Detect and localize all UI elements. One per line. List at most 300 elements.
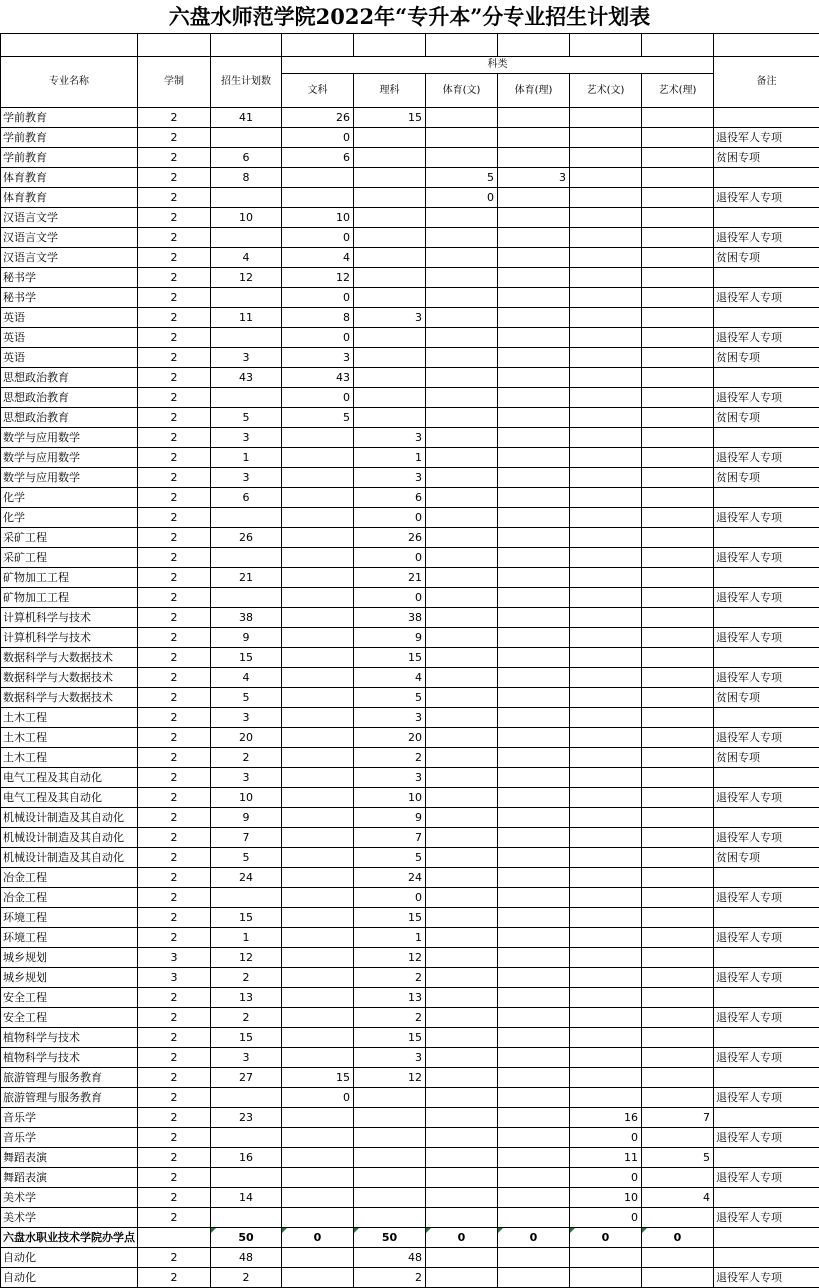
cell-remark: [714, 1028, 819, 1048]
table-row: [1, 1168, 819, 1188]
cell-tiyu-li: [498, 488, 570, 508]
cell-major: 自动化: [1, 1268, 138, 1288]
cell-major: 舞蹈表演: [1, 1168, 138, 1188]
cell-wen: [282, 608, 354, 628]
cell-remark: [714, 948, 819, 968]
table-row: [1, 908, 819, 928]
table-row: [1, 848, 819, 868]
cell-plan: 38: [211, 608, 282, 628]
cell-yishu-li: [642, 568, 714, 588]
cell-yishu-wen: [570, 648, 642, 668]
table-row: [1, 1188, 819, 1208]
cell-remark: 退役军人专项: [714, 888, 819, 908]
cell-remark: 退役军人专项: [714, 548, 819, 568]
header-remark: 备注: [714, 57, 819, 108]
cell-li: [354, 1128, 426, 1148]
cell-li: 9: [354, 628, 426, 648]
header-years: 学制: [138, 57, 211, 108]
cell-remark: 退役军人专项: [714, 788, 819, 808]
cell-yishu-li: [642, 528, 714, 548]
table-row: [1, 988, 819, 1008]
cell-li: 6: [354, 488, 426, 508]
cell-plan: 6: [211, 148, 282, 168]
cell-tiyu-wen: [426, 1208, 498, 1228]
cell-tiyu-li: [498, 948, 570, 968]
cell-yishu-wen: [570, 568, 642, 588]
cell-yishu-li: [642, 1128, 714, 1148]
cell-plan: 5: [211, 408, 282, 428]
cell-remark: [714, 808, 819, 828]
cell-remark: 贫困专项: [714, 348, 819, 368]
cell-li: 1: [354, 448, 426, 468]
cell-remark: [714, 368, 819, 388]
cell-yishu-wen: 0: [570, 1208, 642, 1228]
cell-tiyu-li: [498, 788, 570, 808]
cell-tiyu-li: [498, 768, 570, 788]
header-row: [1, 57, 819, 74]
cell-wen: 0: [282, 328, 354, 348]
cell-major: 音乐学: [1, 1128, 138, 1148]
cell-tiyu-wen: [426, 608, 498, 628]
cell-tiyu-wen: [426, 1008, 498, 1028]
cell-plan: 12: [211, 268, 282, 288]
cell-years: 2: [138, 768, 211, 788]
cell-yishu-li: [642, 868, 714, 888]
cell-wen: 0: [282, 228, 354, 248]
cell-tiyu-li: [498, 648, 570, 668]
table-row: [1, 1248, 819, 1268]
enrollment-plan-table: [0, 33, 819, 1288]
cell-tiyu-wen: [426, 108, 498, 128]
cell-remark: [714, 608, 819, 628]
cell-remark: [714, 268, 819, 288]
cell-tiyu-wen: [426, 1048, 498, 1068]
cell-remark: 退役军人专项: [714, 388, 819, 408]
cell-yishu-li: [642, 1268, 714, 1288]
cell-yishu-li: 0: [642, 1228, 714, 1248]
cell-yishu-wen: [570, 608, 642, 628]
cell-remark: 退役军人专项: [714, 928, 819, 948]
cell-li: 13: [354, 988, 426, 1008]
cell-wen: [282, 708, 354, 728]
table-row: [1, 1108, 819, 1128]
cell-major: 机械设计制造及其自动化: [1, 828, 138, 848]
cell-wen: 4: [282, 248, 354, 268]
cell-li: 2: [354, 968, 426, 988]
cell-remark: 退役军人专项: [714, 288, 819, 308]
cell-remark: [714, 308, 819, 328]
cell-tiyu-wen: [426, 1068, 498, 1088]
cell-tiyu-wen: [426, 308, 498, 328]
header-tiyu-wen: 体育(文): [426, 74, 498, 108]
table-row: [1, 1208, 819, 1228]
cell-yishu-wen: [570, 1028, 642, 1048]
cell-yishu-li: [642, 128, 714, 148]
cell-years: 2: [138, 128, 211, 148]
cell-yishu-wen: 0: [570, 1128, 642, 1148]
cell-yishu-wen: [570, 448, 642, 468]
cell-yishu-li: [642, 908, 714, 928]
cell-years: 2: [138, 1008, 211, 1028]
cell-yishu-wen: [570, 408, 642, 428]
cell-major: 植物科学与技术: [1, 1028, 138, 1048]
cell-major: 城乡规划: [1, 948, 138, 968]
cell-tiyu-wen: [426, 748, 498, 768]
cell-remark: 退役军人专项: [714, 328, 819, 348]
cell-major: 采矿工程: [1, 548, 138, 568]
cell-yishu-li: [642, 1168, 714, 1188]
cell-remark: 贫困专项: [714, 848, 819, 868]
cell-yishu-wen: [570, 668, 642, 688]
cell-plan: [211, 548, 282, 568]
cell-yishu-wen: [570, 1088, 642, 1108]
cell-remark: [714, 648, 819, 668]
cell-wen: [282, 888, 354, 908]
cell-yishu-wen: [570, 248, 642, 268]
cell-wen: 0: [282, 288, 354, 308]
cell-yishu-wen: [570, 148, 642, 168]
cell-remark: [714, 528, 819, 548]
cell-remark: [714, 1108, 819, 1128]
cell-years: 2: [138, 1108, 211, 1128]
cell-years: 2: [138, 1248, 211, 1268]
cell-wen: 5: [282, 408, 354, 428]
cell-plan: 3: [211, 1048, 282, 1068]
cell-yishu-li: [642, 1208, 714, 1228]
cell-wen: [282, 768, 354, 788]
cell-plan: 48: [211, 1248, 282, 1268]
cell-wen: [282, 668, 354, 688]
cell-years: 2: [138, 828, 211, 848]
cell-tiyu-li: [498, 748, 570, 768]
cell-remark: 贫困专项: [714, 468, 819, 488]
cell-yishu-wen: [570, 1248, 642, 1268]
cell-years: 2: [138, 628, 211, 648]
cell-years: 2: [138, 388, 211, 408]
cell-plan: 14: [211, 1188, 282, 1208]
cell-yishu-wen: 10: [570, 1188, 642, 1208]
cell-remark: 退役军人专项: [714, 668, 819, 688]
cell-yishu-wen: [570, 268, 642, 288]
cell-wen: [282, 1248, 354, 1268]
cell-major: 英语: [1, 348, 138, 368]
cell-yishu-li: [642, 208, 714, 228]
cell-plan: [211, 588, 282, 608]
cell-wen: [282, 1168, 354, 1188]
cell-yishu-wen: [570, 228, 642, 248]
cell-tiyu-li: [498, 708, 570, 728]
cell-yishu-wen: [570, 508, 642, 528]
cell-plan: 24: [211, 868, 282, 888]
cell-tiyu-li: [498, 408, 570, 428]
cell-plan: [211, 388, 282, 408]
cell-yishu-li: [642, 1048, 714, 1068]
cell-wen: [282, 548, 354, 568]
table-row: [1, 1148, 819, 1168]
cell-years: 2: [138, 788, 211, 808]
cell-li: 3: [354, 468, 426, 488]
cell-remark: [714, 428, 819, 448]
header-yishu-wen: 艺术(文): [570, 74, 642, 108]
cell-plan: 4: [211, 668, 282, 688]
cell-wen: 0: [282, 1228, 354, 1248]
cell-plan: [211, 128, 282, 148]
table-row: [1, 488, 819, 508]
cell-major: 思想政治教育: [1, 368, 138, 388]
cell-major: 数据科学与大数据技术: [1, 668, 138, 688]
table-row: [1, 368, 819, 388]
cell-years: 2: [138, 1268, 211, 1288]
cell-yishu-wen: 0: [570, 1168, 642, 1188]
cell-tiyu-li: [498, 1048, 570, 1068]
cell-tiyu-wen: [426, 268, 498, 288]
cell-tiyu-wen: [426, 288, 498, 308]
cell-yishu-li: [642, 288, 714, 308]
cell-major: 土木工程: [1, 708, 138, 728]
cell-major: 思想政治教育: [1, 408, 138, 428]
cell-wen: [282, 648, 354, 668]
cell-years: 2: [138, 848, 211, 868]
cell-years: 2: [138, 248, 211, 268]
cell-remark: 退役军人专项: [714, 188, 819, 208]
cell-yishu-wen: [570, 768, 642, 788]
cell-li: 15: [354, 108, 426, 128]
cell-tiyu-wen: [426, 348, 498, 368]
cell-major: 化学: [1, 488, 138, 508]
cell-yishu-li: 4: [642, 1188, 714, 1208]
cell-yishu-li: [642, 668, 714, 688]
cell-wen: [282, 1148, 354, 1168]
cell-plan: 15: [211, 908, 282, 928]
cell-yishu-wen: [570, 588, 642, 608]
cell-tiyu-wen: [426, 628, 498, 648]
cell-plan: 4: [211, 248, 282, 268]
cell-yishu-wen: [570, 308, 642, 328]
summary-row: [1, 1228, 819, 1248]
cell-remark: [714, 988, 819, 1008]
cell-tiyu-li: [498, 268, 570, 288]
cell-major: 汉语言文学: [1, 248, 138, 268]
cell-yishu-wen: [570, 108, 642, 128]
cell-remark: 退役军人专项: [714, 628, 819, 648]
cell-years: 2: [138, 608, 211, 628]
table-row: [1, 348, 819, 368]
cell-yishu-wen: [570, 908, 642, 928]
cell-tiyu-li: [498, 908, 570, 928]
cell-plan: 3: [211, 348, 282, 368]
cell-remark: 退役军人专项: [714, 1208, 819, 1228]
cell-tiyu-wen: [426, 808, 498, 828]
table-row: [1, 1028, 819, 1048]
cell-major: 电气工程及其自动化: [1, 768, 138, 788]
cell-tiyu-li: [498, 528, 570, 548]
table-row: [1, 228, 819, 248]
cell-wen: [282, 908, 354, 928]
cell-major: 学前教育: [1, 128, 138, 148]
cell-wen: [282, 1028, 354, 1048]
cell-yishu-li: [642, 768, 714, 788]
cell-major: 六盘水职业技术学院办学点: [1, 1228, 138, 1248]
table-row: [1, 388, 819, 408]
cell-years: 2: [138, 168, 211, 188]
cell-years: 2: [138, 328, 211, 348]
cell-li: 12: [354, 948, 426, 968]
cell-tiyu-wen: [426, 908, 498, 928]
cell-tiyu-li: [498, 188, 570, 208]
cell-yishu-wen: [570, 1068, 642, 1088]
cell-yishu-wen: [570, 928, 642, 948]
cell-plan: 9: [211, 628, 282, 648]
cell-yishu-wen: [570, 728, 642, 748]
cell-yishu-wen: [570, 868, 642, 888]
cell-plan: 8: [211, 168, 282, 188]
cell-remark: 退役军人专项: [714, 828, 819, 848]
cell-plan: 50: [211, 1228, 282, 1248]
cell-li: [354, 1148, 426, 1168]
cell-major: 数学与应用数学: [1, 448, 138, 468]
cell-wen: [282, 568, 354, 588]
cell-major: 音乐学: [1, 1108, 138, 1128]
cell-plan: 10: [211, 208, 282, 228]
cell-years: 2: [138, 928, 211, 948]
table-row: [1, 1268, 819, 1288]
cell-yishu-li: [642, 968, 714, 988]
cell-plan: [211, 1208, 282, 1228]
cell-yishu-li: [642, 1008, 714, 1028]
cell-yishu-wen: 0: [570, 1228, 642, 1248]
cell-yishu-wen: [570, 688, 642, 708]
cell-tiyu-li: [498, 688, 570, 708]
cell-li: 15: [354, 1028, 426, 1048]
cell-years: 3: [138, 948, 211, 968]
cell-yishu-wen: [570, 488, 642, 508]
cell-tiyu-li: [498, 1168, 570, 1188]
cell-yishu-wen: [570, 128, 642, 148]
cell-tiyu-wen: [426, 1188, 498, 1208]
cell-li: 7: [354, 828, 426, 848]
cell-tiyu-li: [498, 428, 570, 448]
table-row: [1, 688, 819, 708]
cell-plan: 23: [211, 1108, 282, 1128]
blank-row: [1, 34, 819, 57]
cell-years: 2: [138, 288, 211, 308]
cell-tiyu-wen: [426, 148, 498, 168]
table-row: [1, 308, 819, 328]
cell-li: [354, 1188, 426, 1208]
cell-yishu-li: [642, 788, 714, 808]
cell-wen: [282, 1048, 354, 1068]
cell-li: [354, 348, 426, 368]
cell-li: [354, 408, 426, 428]
cell-tiyu-li: [498, 208, 570, 228]
cell-wen: [282, 1268, 354, 1288]
cell-yishu-li: 7: [642, 1108, 714, 1128]
cell-plan: 20: [211, 728, 282, 748]
cell-major: 机械设计制造及其自动化: [1, 848, 138, 868]
table-row: [1, 168, 819, 188]
cell-remark: 退役军人专项: [714, 448, 819, 468]
cell-tiyu-wen: [426, 788, 498, 808]
cell-years: [138, 1228, 211, 1248]
table-row: [1, 408, 819, 428]
cell-plan: [211, 1088, 282, 1108]
cell-tiyu-li: 3: [498, 168, 570, 188]
cell-years: 2: [138, 488, 211, 508]
cell-major: 土木工程: [1, 728, 138, 748]
cell-tiyu-wen: [426, 528, 498, 548]
cell-yishu-li: [642, 488, 714, 508]
cell-li: [354, 228, 426, 248]
cell-plan: 2: [211, 1008, 282, 1028]
cell-yishu-li: [642, 648, 714, 668]
cell-years: 2: [138, 748, 211, 768]
cell-yishu-wen: [570, 288, 642, 308]
cell-major: 旅游管理与服务教育: [1, 1068, 138, 1088]
cell-tiyu-li: [498, 588, 570, 608]
cell-major: 数学与应用数学: [1, 468, 138, 488]
cell-tiyu-wen: [426, 468, 498, 488]
cell-yishu-wen: [570, 188, 642, 208]
cell-li: 2: [354, 748, 426, 768]
cell-tiyu-li: [498, 148, 570, 168]
cell-years: 2: [138, 1068, 211, 1088]
cell-years: 2: [138, 988, 211, 1008]
cell-major: 数学与应用数学: [1, 428, 138, 448]
cell-li: 2: [354, 1008, 426, 1028]
cell-major: 数据科学与大数据技术: [1, 648, 138, 668]
cell-yishu-li: 5: [642, 1148, 714, 1168]
cell-tiyu-wen: [426, 1168, 498, 1188]
table-body: [1, 108, 819, 1288]
table-row: [1, 248, 819, 268]
cell-tiyu-wen: [426, 1028, 498, 1048]
cell-major: 安全工程: [1, 1008, 138, 1028]
cell-wen: [282, 1128, 354, 1148]
cell-yishu-wen: 16: [570, 1108, 642, 1128]
cell-remark: 退役军人专项: [714, 588, 819, 608]
cell-tiyu-li: [498, 508, 570, 528]
cell-tiyu-wen: [426, 368, 498, 388]
cell-tiyu-wen: [426, 588, 498, 608]
cell-wen: [282, 488, 354, 508]
cell-major: 学前教育: [1, 148, 138, 168]
cell-years: 2: [138, 508, 211, 528]
cell-tiyu-li: [498, 608, 570, 628]
table-row: [1, 128, 819, 148]
cell-years: 2: [138, 548, 211, 568]
cell-years: 2: [138, 868, 211, 888]
cell-tiyu-li: [498, 448, 570, 468]
table-row: [1, 748, 819, 768]
header-category: 科类: [282, 57, 714, 74]
cell-major: 汉语言文学: [1, 228, 138, 248]
cell-years: 2: [138, 1128, 211, 1148]
cell-years: 2: [138, 468, 211, 488]
cell-tiyu-wen: 0: [426, 1228, 498, 1248]
cell-plan: 10: [211, 788, 282, 808]
cell-wen: [282, 788, 354, 808]
cell-li: [354, 188, 426, 208]
cell-tiyu-wen: [426, 688, 498, 708]
table-row: [1, 148, 819, 168]
cell-tiyu-wen: [426, 128, 498, 148]
cell-tiyu-wen: [426, 428, 498, 448]
cell-yishu-wen: 11: [570, 1148, 642, 1168]
table-row: [1, 588, 819, 608]
cell-major: 英语: [1, 328, 138, 348]
cell-plan: [211, 328, 282, 348]
cell-tiyu-wen: [426, 888, 498, 908]
